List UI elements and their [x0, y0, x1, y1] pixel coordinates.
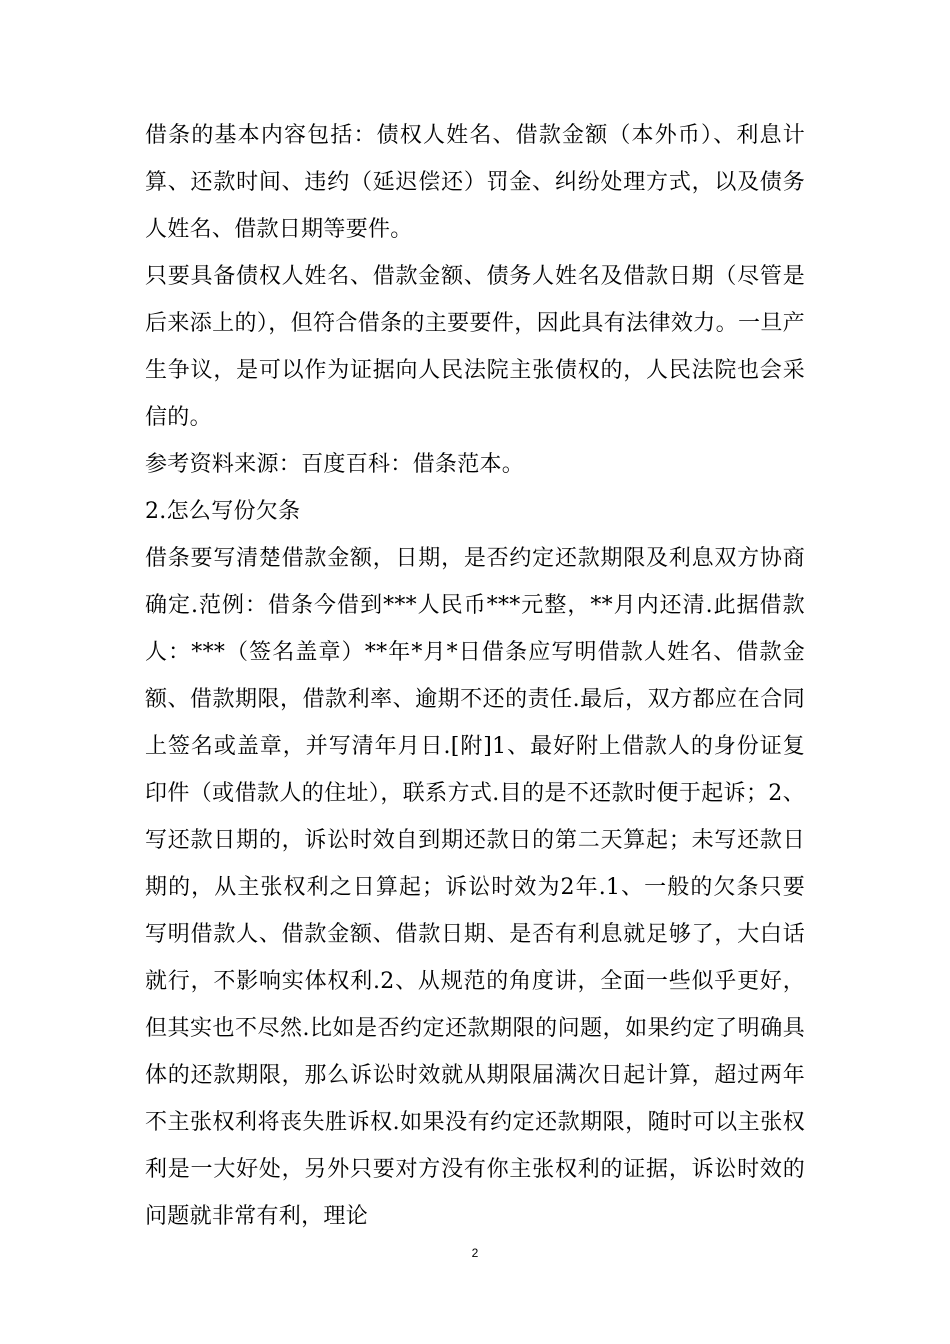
section-heading: 2.怎么写份欠条 — [145, 499, 301, 524]
paragraph-legal-validity: 只要具备债权人姓名、借款金额、债务人姓名及借款日期（尽管是后来添上的），但符合借条的主要要件，因此具有法律效力。一旦产生争议，是可以作为证据向人民法院主张债权的，人民法院也会采信的。 — [145, 264, 805, 430]
page-number: 2 — [471, 1246, 479, 1260]
document-body — [145, 112, 805, 1240]
paragraph-how-to-write: 借条要写清楚借款金额，日期，是否约定还款期限及利息双方协商确定.范例：借条今借到***人民币***元整，**月内还清.此据借款人：***（签名盖章）**年*月*日借条应写明借款人姓名、借款金额、借款期限，借款利率、逾期不还的责任.最后，双方都应在合同上签名或盖章，并写清年月日.[附]1、最好附上借款人的身份证复印件（或借款人的住址），联系方式.目的是不还款时便于起诉；2、写还款日期的，诉讼时效自到期还款日的第二天算起；未写还款日期的，从主张权利之日算起；诉讼时效为2年.1、一般的欠条只要写明借款人、借款金额、借款日期、是否有利息就足够了，大白话就行，不影响实体权利.2、从规范的角度讲，全面一些似乎更好，但其实也不尽然.比如是否约定还款期限的问题，如果约定了明确具体的还款期限，那么诉讼时效就从期限届满次日起计算，超过两年不主张权利将丧失胜诉权.如果没有约定还款期限，随时可以主张权利是一大好处，另外只要对方没有你主张权利的证据，诉讼时效的问题就非常有利，理论 — [145, 546, 805, 1229]
paragraph-basic-contents: 借条的基本内容包括：债权人姓名、借款金额（本外币）、利息计算、还款时间、违约（延迟偿还）罚金、纠纷处理方式，以及债务人姓名、借款日期等要件。 — [145, 123, 805, 242]
paragraph-reference-source: 参考资料来源：百度百科：借条范本。 — [145, 452, 525, 477]
